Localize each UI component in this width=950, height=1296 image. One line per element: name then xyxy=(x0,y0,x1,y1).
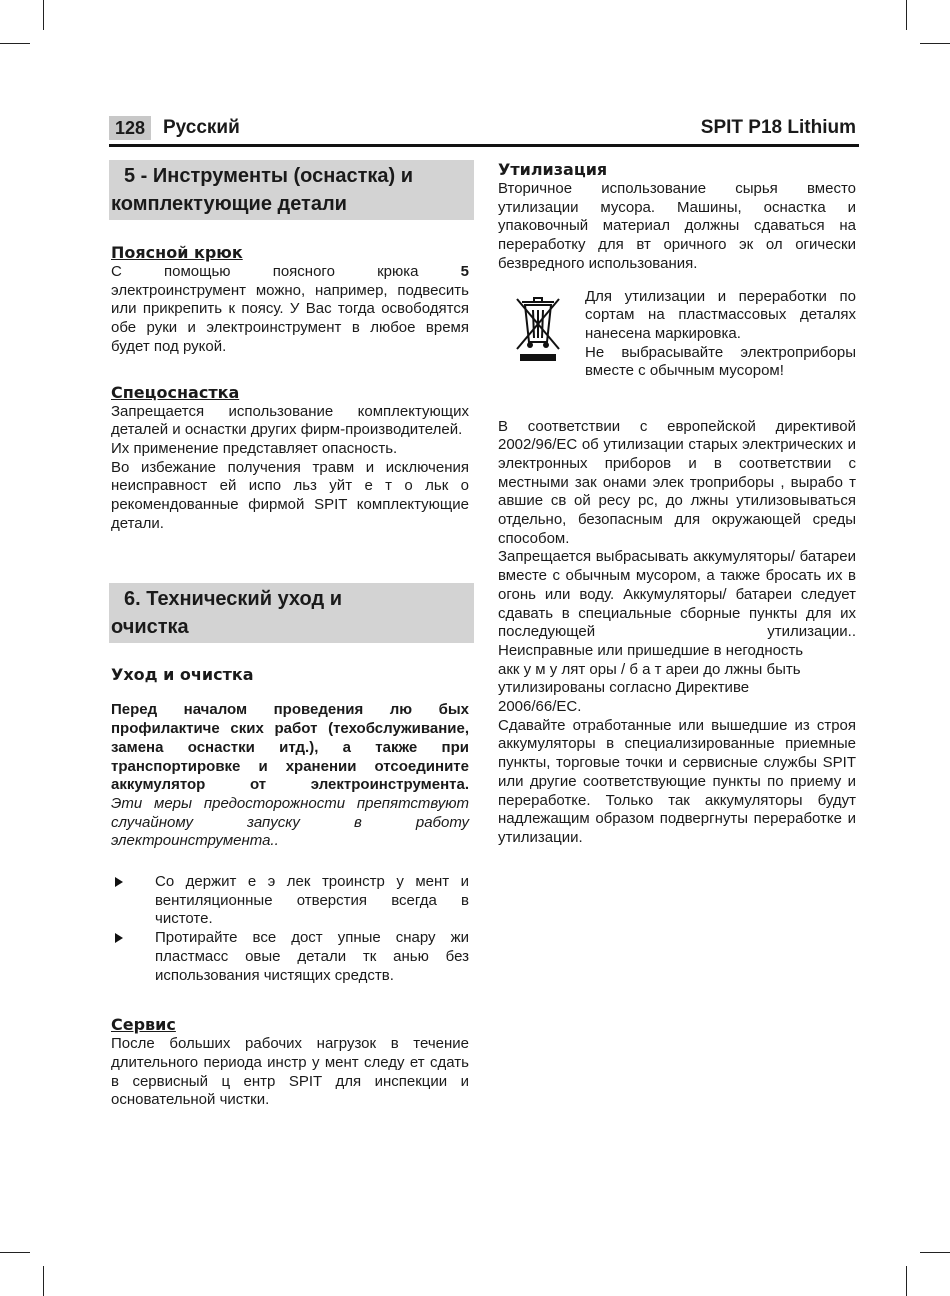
crop-mark-top-left-h xyxy=(0,43,30,44)
service-title: Сервис xyxy=(111,1015,176,1035)
disposal-p1: В соответствии с европейской директивой 2002/96/ЕС об утилизации старых электрических и электронных приборов и в соответствии с местными зак онами элек троприборы , вырабо т авшие св ой ресу рс, до лжны утилизовываться отдельно, безопасным для окружающей среды способом. xyxy=(498,417,856,547)
crop-mark-bottom-right-h xyxy=(920,1252,950,1253)
belt-hook-title: Поясной крюк xyxy=(111,243,243,262)
right-column xyxy=(498,160,856,848)
disposal-p4: Сдавайте отработанные или вышедшие из строя аккумуляторы в специализированные приемные пункты, торговые точки и сервисные службы SPIT или другие соответствующие пункты по приему и переработке. Только так аккумуляторы будут надлежащим образом подвергнуты переработке и утилизации. xyxy=(498,716,856,846)
accessories-title: Спецоснастка xyxy=(111,382,240,402)
header-language: Русский xyxy=(163,117,240,138)
care-italic-note: Эти меры предосторожности препятствуют случайному запуску в работу электроинструмента.. xyxy=(111,794,469,850)
weee-text: Для утилизации и переработки по сортам на пластмассовых деталях нанесена маркировка. Не выбрасывайте электроприборы вместе с обычным мусором! xyxy=(585,287,856,380)
accessories-p2: Их применение представляет опасность. xyxy=(111,439,398,457)
list-item: Со держит е э лек троинстр у мент и вентиляционные отверстия всегда в чистоте. xyxy=(111,873,469,929)
left-column xyxy=(111,160,469,1110)
disposal-p2: Запрещается выбрасывать аккумуляторы/ батареи вместе с обычным мусором, а также бросать их в огонь или воду. Аккумуляторы/ батареи следует сдавать в специальные сборные пункты для их последующей утилизации.. xyxy=(498,548,856,641)
disposal-title: Утилизация xyxy=(498,160,608,179)
header-product: SPIT P18 Lithium xyxy=(700,117,856,138)
triangle-bullet-icon xyxy=(115,877,123,887)
accessories-p3: Во избежание получения травм и исключения неисправност ей испо льз уйт е т о льк о рекомендованные фирмой SPIT комплектующие детали. xyxy=(111,458,469,532)
crop-mark-top-right-h xyxy=(920,43,950,44)
care-bullet-list xyxy=(111,873,469,985)
crop-mark-bottom-left-h xyxy=(0,1252,30,1253)
section-5-heading: 5 - Инструменты (оснастка) и комплектующие детали xyxy=(109,160,474,220)
crop-mark-top-left-v xyxy=(43,0,44,30)
crop-mark-top-right-v xyxy=(906,0,907,30)
weee-block xyxy=(498,288,856,384)
crossed-bin-icon xyxy=(514,296,562,362)
crop-mark-bottom-right-v xyxy=(906,1266,907,1296)
service-text: После больших рабочих нагрузок в течение длительного периода инстр у мент следу ет сдать в сервисный ц ентр SPIT для инспекции и основательной чистки. xyxy=(111,1035,469,1109)
care-title: Уход и очистка xyxy=(111,665,254,685)
page-number: 128 xyxy=(109,116,151,140)
crop-mark-bottom-left-v xyxy=(43,1266,44,1296)
section-6-heading: 6. Технический уход и очистка xyxy=(109,583,474,643)
disposal-intro: Вторичное использование сырья вместо утилизации мусора. Машины, оснастка и упаковочный материал должны сдаваться на переработку для вт оричного эк ол огически безвредного использования. xyxy=(498,180,856,272)
disposal-p3: Неисправные или пришедшие в негодность акк у м у лят оры / б а т ареи до лжны быть утилизированы согласно Директиве 2006/66/ЕС. xyxy=(498,641,804,716)
accessories-p1: Запрещается использование комплектующих деталей и оснастки других фирм-производителей. xyxy=(111,402,469,439)
list-item: Протирайте все дост упные снару жи пластмасс овые детали тк анью без использования чистящих средств. xyxy=(111,929,469,985)
belt-hook-text: электроинструмент можно, например, подвесить или прикрепить к поясу. У Вас тогда освободятся обе руки и электроинструмент в любое время будет под рукой. xyxy=(111,281,469,355)
triangle-bullet-icon xyxy=(115,933,123,943)
page-header xyxy=(109,114,859,147)
belt-hook-line1: С помощью поясного крюка 5 xyxy=(111,263,469,280)
care-warning-text: Перед началом проведения лю бых профилактиче ских работ (техобслуживание, замена оснастки итд.), а также при транспортировке и хранении отсоедините аккумулятор от электроинструмента. xyxy=(111,701,469,794)
